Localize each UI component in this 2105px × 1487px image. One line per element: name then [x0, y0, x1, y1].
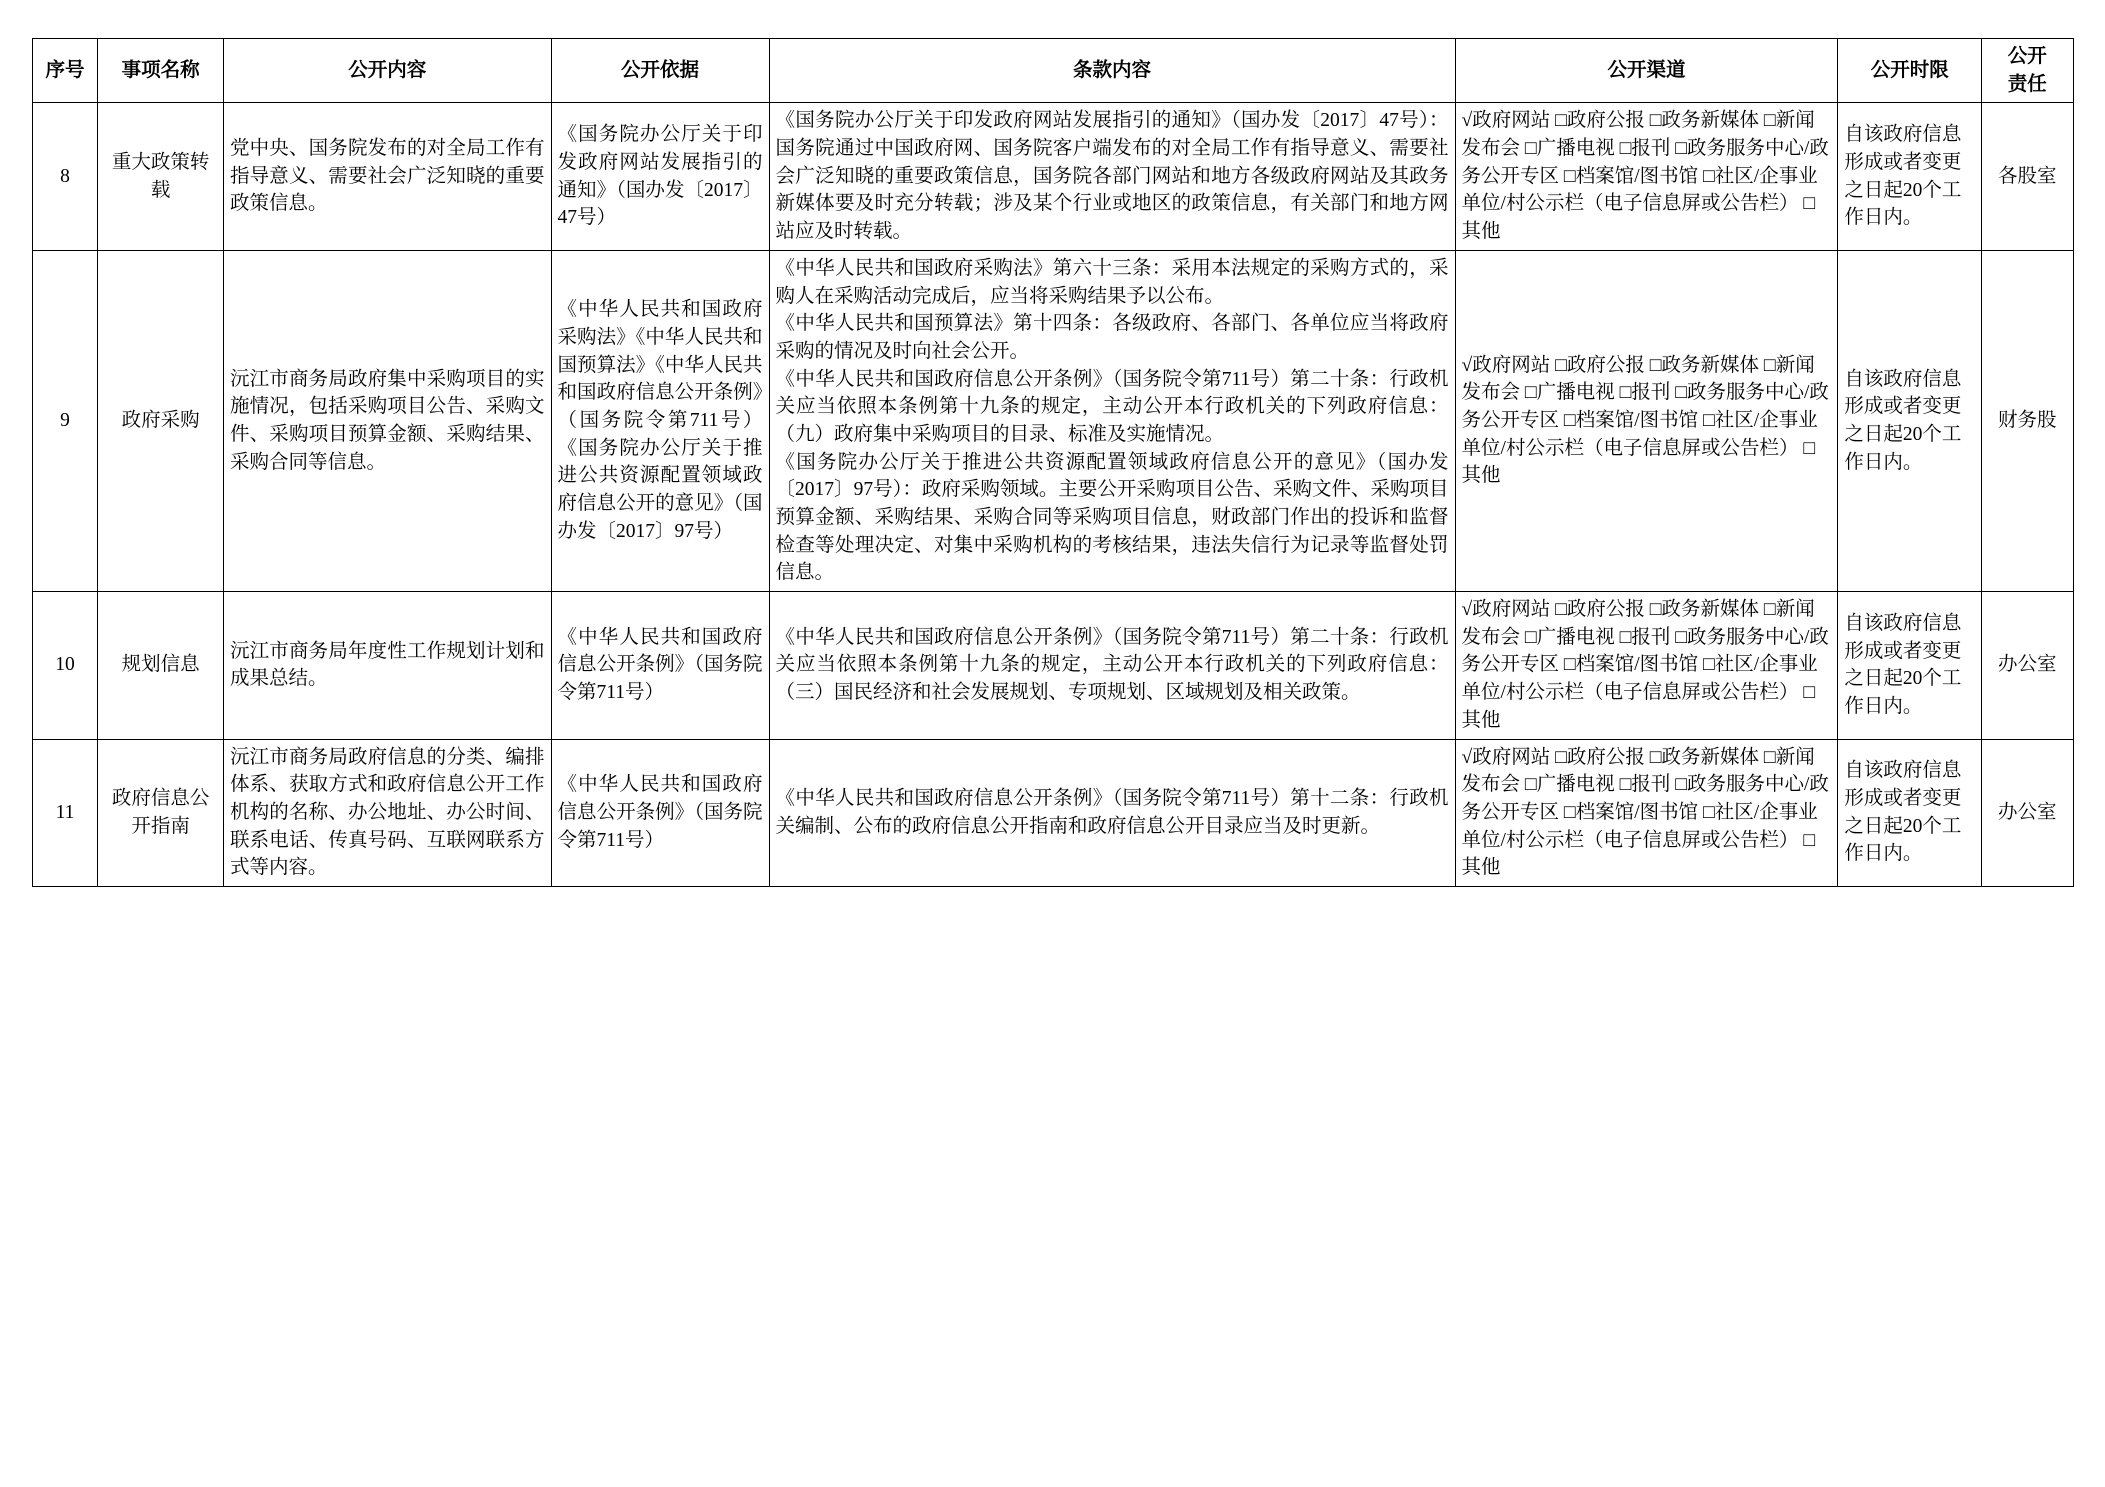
table-row — [32, 739, 2073, 886]
cell-public-channel[interactable]: √政府网站 □政府公报 □政务新媒体 □新闻发布会 □广播电视 □报刊 □政务服务中心/政务公开专区 □档案馆/图书馆 □社区/企事业单位/村公示栏（电子信息屏或公告栏） □其他 — [1455, 103, 1838, 250]
clause-paragraph: 《中华人民共和国预算法》第十四条：各级政府、各部门、各单位应当将政府采购的情况及时向社会公开。 — [775, 313, 1449, 362]
cell-item-name: 重大政策转载 — [98, 103, 224, 250]
cell-public-duty: 办公室 — [1982, 592, 2074, 739]
table-row — [32, 103, 2073, 250]
cell-public-basis: 《中华人民共和国政府采购法》《中华人民共和国预算法》《中华人民共和国政府信息公开条例》（国务院令第711号）《国务院办公厅关于推进公共资源配置领域政府信息公开的意见》（国办发〔2017〕97号） — [551, 250, 769, 591]
table-row — [32, 250, 2073, 591]
cell-public-timelimit: 自该政府信息形成或者变更之日起20个工作日内。 — [1838, 103, 1982, 250]
cell-public-basis: 《国务院办公厅关于印发政府网站发展指引的通知》（国办发〔2017〕47号） — [551, 103, 769, 250]
cell-clause-content: 《国务院办公厅关于印发政府网站发展指引的通知》（国办发〔2017〕47号）：国务院通过中国政府网、国务院客户端发布的对全局工作有指导意义、需要社会广泛知晓的重要政策信息，国务院各部门网站和地方各级政府网站及其政务新媒体要及时充分转载；涉及某个行业或地区的政策信息，有关部门和地方网站应及时转载。 — [769, 103, 1455, 250]
header-public-timelimit: 公开时限 — [1838, 39, 1982, 103]
cell-public-duty: 办公室 — [1982, 739, 2074, 886]
clause-paragraph: 《国务院办公厅关于推进公共资源配置领域政府信息公开的意见》（国办发〔2017〕97号）：政府采购领域。主要公开采购项目公告、采购文件、采购项目预算金额、采购结果、采购合同等采购项目信息，财政部门作出的投诉和监督检查等处理决定、对集中采购机构的考核结果，违法失信行为记录等监督处罚信息。 — [775, 451, 1449, 584]
cell-public-channel[interactable]: √政府网站 □政府公报 □政务新媒体 □新闻发布会 □广播电视 □报刊 □政务服务中心/政务公开专区 □档案馆/图书馆 □社区/企事业单位/村公示栏（电子信息屏或公告栏） □其他 — [1455, 592, 1838, 739]
header-public-duty-line2: 责任 — [2007, 73, 2047, 95]
cell-public-timelimit: 自该政府信息形成或者变更之日起20个工作日内。 — [1838, 250, 1982, 591]
cell-public-duty: 各股室 — [1982, 103, 2074, 250]
header-clause-content: 条款内容 — [769, 39, 1455, 103]
header-public-basis: 公开依据 — [551, 39, 769, 103]
cell-public-channel[interactable]: √政府网站 □政府公报 □政务新媒体 □新闻发布会 □广播电视 □报刊 □政务服务中心/政务公开专区 □档案馆/图书馆 □社区/企事业单位/村公示栏（电子信息屏或公告栏） □其他 — [1455, 739, 1838, 886]
cell-public-channel[interactable]: √政府网站 □政府公报 □政务新媒体 □新闻发布会 □广播电视 □报刊 □政务服务中心/政务公开专区 □档案馆/图书馆 □社区/企事业单位/村公示栏（电子信息屏或公告栏） □其他 — [1455, 250, 1838, 591]
header-seq: 序号 — [32, 39, 98, 103]
cell-item-name: 规划信息 — [98, 592, 224, 739]
cell-public-content: 沅江市商务局政府信息的分类、编排体系、获取方式和政府信息公开工作机构的名称、办公地址、办公时间、联系电话、传真号码、互联网联系方式等内容。 — [223, 739, 551, 886]
cell-public-duty: 财务股 — [1982, 250, 2074, 591]
cell-public-basis: 《中华人民共和国政府信息公开条例》（国务院令第711号） — [551, 739, 769, 886]
header-public-content: 公开内容 — [223, 39, 551, 103]
header-public-channel: 公开渠道 — [1455, 39, 1838, 103]
cell-public-content: 沅江市商务局政府集中采购项目的实施情况，包括采购项目公告、采购文件、采购项目预算金额、采购结果、采购合同等信息。 — [223, 250, 551, 591]
cell-seq: 10 — [32, 592, 98, 739]
cell-public-timelimit: 自该政府信息形成或者变更之日起20个工作日内。 — [1838, 739, 1982, 886]
cell-public-content: 党中央、国务院发布的对全局工作有指导意义、需要社会广泛知晓的重要政策信息。 — [223, 103, 551, 250]
cell-seq: 11 — [32, 739, 98, 886]
clause-paragraph: 《中华人民共和国政府采购法》第六十三条：采用本法规定的采购方式的，采购人在采购活动完成后，应当将采购结果予以公布。 — [775, 257, 1449, 307]
cell-item-name: 政府采购 — [98, 250, 224, 591]
cell-seq: 9 — [32, 250, 98, 591]
cell-item-name: 政府信息公开指南 — [98, 739, 224, 886]
cell-clause-content — [769, 250, 1455, 591]
table-row — [32, 592, 2073, 739]
cell-clause-content: 《中华人民共和国政府信息公开条例》（国务院令第711号）第二十条：行政机关应当依照本条例第十九条的规定，主动公开本行政机关的下列政府信息：（三）国民经济和社会发展规划、专项规划、区域规划及相关政策。 — [769, 592, 1455, 739]
header-row — [32, 39, 2073, 103]
header-item-name: 事项名称 — [98, 39, 224, 103]
table-body — [32, 103, 2073, 887]
cell-clause-content: 《中华人民共和国政府信息公开条例》（国务院令第711号）第十二条：行政机关编制、公布的政府信息公开指南和政府信息公开目录应当及时更新。 — [769, 739, 1455, 886]
clause-paragraph: 《中华人民共和国政府信息公开条例》（国务院令第711号）第二十条：行政机关应当依照本条例第十九条的规定，主动公开本行政机关的下列政府信息：（九）政府集中采购项目的目录、标准及实施情况。 — [775, 368, 1449, 445]
cell-public-basis: 《中华人民共和国政府信息公开条例》（国务院令第711号） — [551, 592, 769, 739]
cell-seq: 8 — [32, 103, 98, 250]
disclosure-table — [32, 38, 2074, 887]
header-public-duty — [1982, 39, 2074, 103]
header-public-duty-line1: 公开 — [2007, 46, 2047, 67]
cell-public-timelimit: 自该政府信息形成或者变更之日起20个工作日内。 — [1838, 592, 1982, 739]
table-header — [32, 39, 2073, 103]
cell-public-content: 沅江市商务局年度性工作规划计划和成果总结。 — [223, 592, 551, 739]
